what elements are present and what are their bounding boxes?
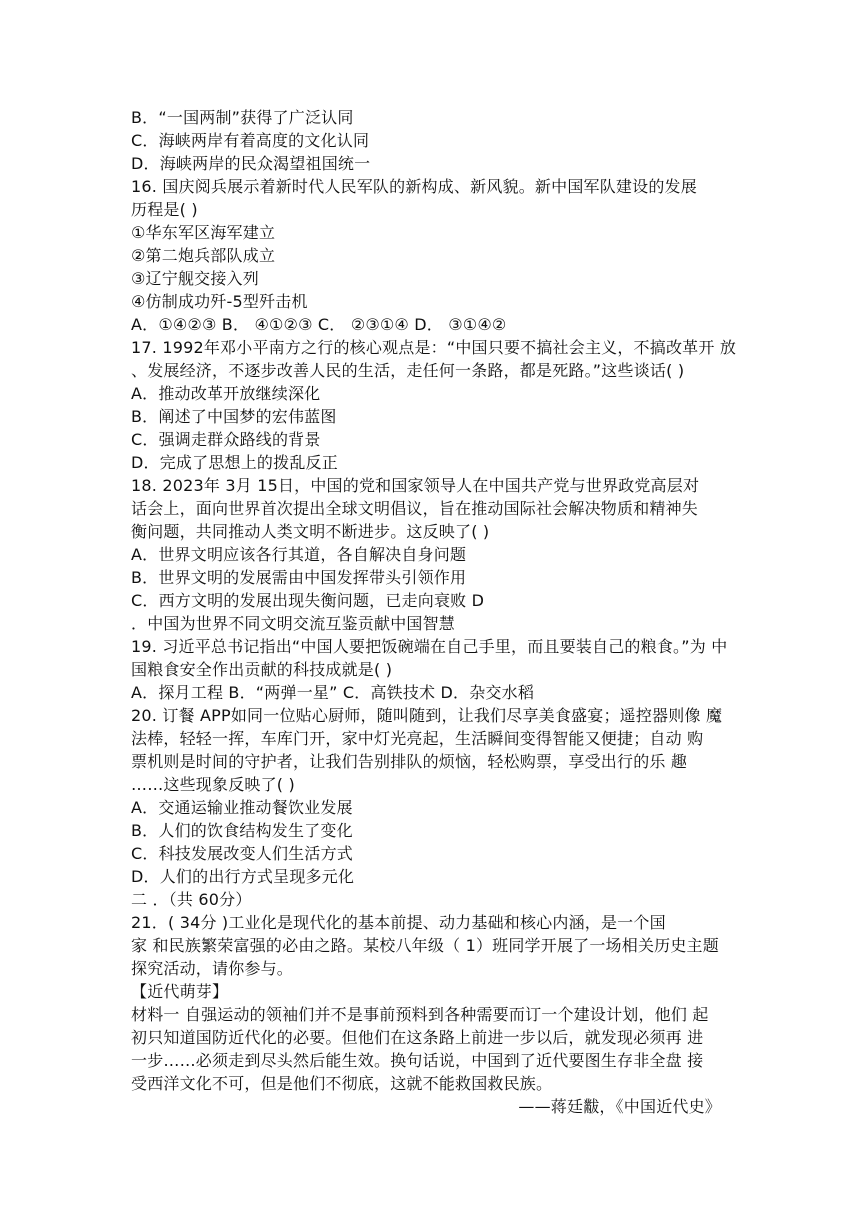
question-18-text: 18. 2023年 3月 15日，中国的党和国家领导人在中国共产党与世界政党高层对: [131, 476, 700, 495]
option-line: A．推动改革开放继续深化: [131, 384, 321, 403]
material-text: 一步……必须走到尽头然后能生效。换句话说，中国到了近代要图生存非全盘 接: [131, 1051, 704, 1070]
option-line: B．世界文明的发展需由中国发挥带头引领作用: [131, 568, 467, 587]
material-text: 受西洋文化不可，但是他们不彻底，这就不能救国救民族。: [131, 1074, 553, 1093]
option-line: A．①④②③ B． ④①②③ C． ②③①④ D． ③①④②: [131, 315, 507, 334]
exam-text-block: [131, 106, 751, 1118]
option-line: C．海峡两岸有着高度的文化认同: [131, 131, 370, 150]
question-16-text: 历程是( ): [131, 200, 198, 219]
option-line: C．西方文明的发展出现失衡问题，已走向衰败 D: [131, 591, 485, 610]
option-line: C．科技发展改变人们生活方式: [131, 844, 353, 863]
question-20-text: ……这些现象反映了( ): [131, 775, 295, 794]
list-item: ③辽宁舰交接入列: [131, 269, 259, 288]
question-18-text: 衡问题，共同推动人类文明不断进步。这反映了( ): [131, 522, 490, 541]
option-line: A．世界文明应该各行其道，各自解决自身问题: [131, 545, 467, 564]
option-line: A．交通运输业推动餐饮业发展: [131, 798, 353, 817]
option-line: B．阐述了中国梦的宏伟蓝图: [131, 407, 337, 426]
option-line: D．海峡两岸的民众渴望祖国统一: [131, 154, 371, 173]
question-21-text: 探究活动，请你参与。: [131, 959, 294, 978]
question-21-text: 21．( 34分 )工业化是现代化的基本前提、动力基础和核心内涵，是一个国: [131, 913, 666, 932]
list-item: ④仿制成功歼-5型歼击机: [131, 292, 308, 311]
question-21-text: 家 和民族繁荣富强的必由之路。某校八年级（ 1）班同学开展了一场相关历史主题: [131, 936, 719, 955]
option-line: D．人们的出行方式呈现多元化: [131, 867, 355, 886]
option-line: ．中国为世界不同文明交流互鉴贡献中国智慧: [131, 614, 456, 633]
list-item: ①华东军区海军建立: [131, 223, 276, 242]
question-20-text: 法棒，轻轻一挥，车库门开，家中灯光亮起，生活瞬间变得智能又便捷；自动 购: [131, 729, 704, 748]
question-19-text: 国粮食安全作出贡献的科技成就是( ): [131, 660, 393, 679]
option-line: A．探月工程 B．“两弹一星” C．高铁技术 D．杂交水稻: [131, 683, 535, 702]
question-17-text: 、发展经济，不逐步改善人民的生活，走任何一条路，都是死路。”这些谈话( ): [131, 361, 685, 380]
option-line: D．完成了思想上的拨乱反正: [131, 453, 338, 472]
option-line: B．人们的饮食结构发生了变化: [131, 821, 353, 840]
subsection-heading: 【近代萌芽】: [131, 982, 229, 1001]
question-16-text: 16. 国庆阅兵展示着新时代人民军队的新构成、新风貌。新中国军队建设的发展: [131, 177, 697, 196]
section-heading: 二 ．（共 60分）: [131, 890, 252, 909]
question-20-text: 20. 订餐 APP如同一位贴心厨师，随叫随到，让我们尽享美食盛宴；遥控器则像 魔: [131, 706, 723, 725]
material-text: 材料一 自强运动的领袖们并不是事前预料到各种需要而订一个建设计划，他们 起: [131, 1005, 709, 1024]
question-20-text: 票机则是时间的守护者，让我们告别排队的烦恼，轻松购票，享受出行的乐 趣: [131, 752, 688, 771]
question-18-text: 话会上，面向世界首次提出全球文明倡议，旨在推动国际社会解决物质和精神失: [131, 499, 699, 518]
list-item: ②第二炮兵部队成立: [131, 246, 276, 265]
option-line: B．“一国两制”获得了广泛认同: [131, 108, 354, 127]
question-17-text: 17. 1992年邓小平南方之行的核心观点是：“中国只要不搞社会主义，不搞改革开 放: [131, 338, 737, 357]
material-text: 初只知道国防近代化的必要。但他们在这条路上前进一步以后，就发现必须再 进: [131, 1028, 704, 1047]
option-line: C．强调走群众路线的背景: [131, 430, 321, 449]
citation: ——蒋廷黻，《中国近代史》: [518, 1097, 721, 1116]
question-19-text: 19. 习近平总书记指出“中国人要把饭碗端在自己手里，而且要装自己的粮食。”为 中: [131, 637, 728, 656]
